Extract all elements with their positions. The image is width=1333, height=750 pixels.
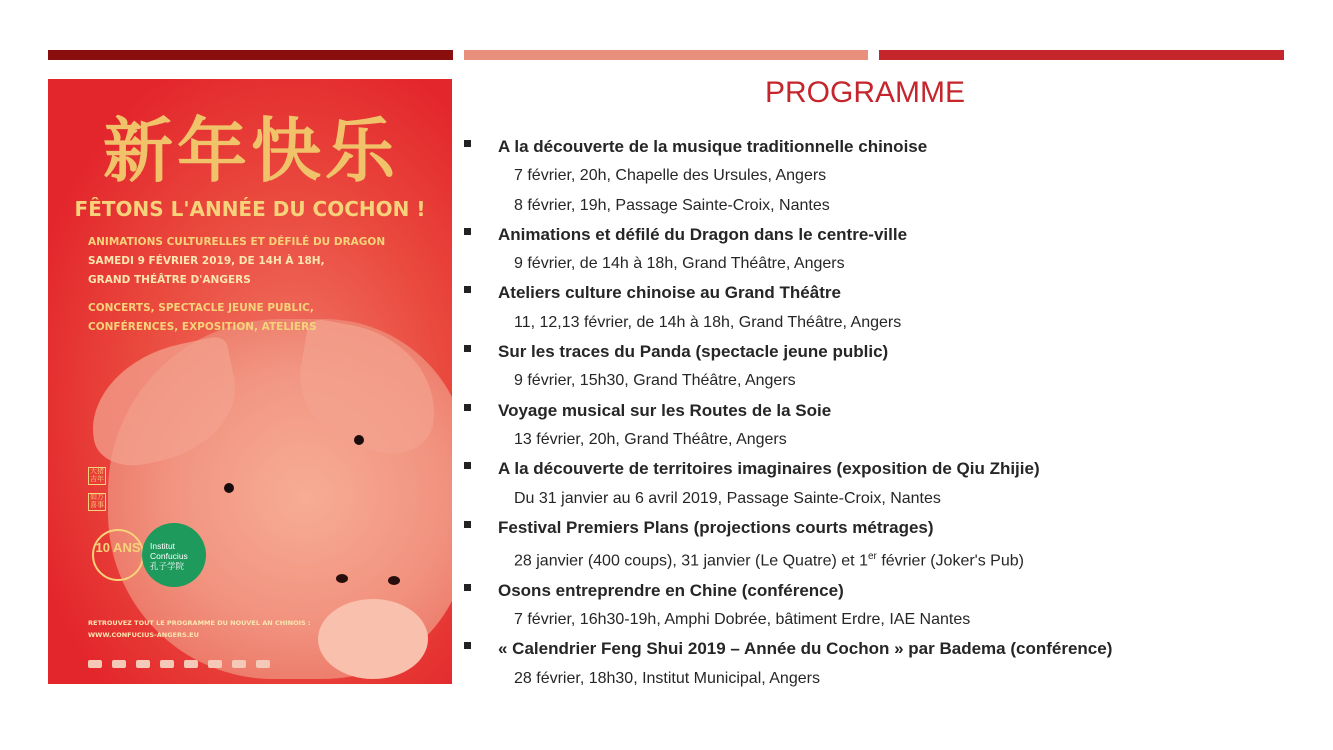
item-title: Festival Premiers Plans (projections courts métrages) <box>498 517 934 537</box>
poster-line: SAMEDI 9 FÉVRIER 2019, DE 14H À 18H, <box>88 255 325 267</box>
list-item <box>464 220 1304 279</box>
decor-bar-salmon <box>464 50 868 60</box>
pig-nostril <box>336 574 348 583</box>
item-title: Voyage musical sur les Routes de la Soie <box>498 400 832 420</box>
bullet-icon <box>464 521 471 528</box>
list-item <box>464 454 1304 513</box>
bullet-icon <box>464 345 471 352</box>
poster-footer-url: WWW.CONFUCIUS-ANGERS.EU <box>88 631 199 639</box>
bullet-icon <box>464 140 471 147</box>
list-item <box>464 278 1304 337</box>
bullet-icon <box>464 404 471 411</box>
item-title: A la découverte de la musique traditionnelle chinoise <box>498 137 928 156</box>
event-poster <box>48 79 452 684</box>
item-detail: 7 février, 16h30-19h, Amphi Dobrée, bâtiment Erdre, IAE Nantes <box>514 611 971 629</box>
institut-name: Institut Confucius <box>150 541 188 561</box>
poster-line: CONFÉRENCES, EXPOSITION, ATELIERS <box>88 321 317 333</box>
bullet-icon <box>464 286 471 293</box>
list-item <box>464 576 1304 635</box>
bullet-icon <box>464 642 471 649</box>
item-title: Osons entreprendre en Chine (conférence) <box>498 580 844 600</box>
programme-list <box>464 132 1304 693</box>
poster-line: ANIMATIONS CULTURELLES ET DÉFILÉ DU DRAGON <box>88 236 386 248</box>
item-title: « Calendrier Feng Shui 2019 – Année du Cochon » par Badema (conférence) <box>498 639 1113 659</box>
item-detail: Du 31 janvier au 6 avril 2019, Passage Sainte-Croix, Nantes <box>514 489 941 507</box>
item-title: Sur les traces du Panda (spectacle jeune public) <box>498 342 889 362</box>
poster-chinese-title: 新年快乐 <box>103 110 399 192</box>
item-detail: 13 février, 20h, Grand Théâtre, Angers <box>514 430 787 448</box>
decor-bar-red <box>879 50 1284 60</box>
pig-eye-right <box>354 435 364 445</box>
poster-footer-line: RETROUVEZ TOUT LE PROGRAMME DU NOUVEL AN CHINOIS : <box>88 619 311 627</box>
item-detail: 8 février, 19h, Passage Sainte-Croix, Nantes <box>514 196 830 214</box>
poster-footer <box>88 617 311 641</box>
list-item <box>464 396 1304 455</box>
list-item <box>464 132 1304 220</box>
institut-confucius-logo <box>142 523 206 587</box>
item-detail: 7 février, 20h, Chapelle des Ursules, Angers <box>514 167 827 185</box>
page-title: PROGRAMME <box>764 76 965 109</box>
item-title: Animations et défilé du Dragon dans le centre-ville <box>498 224 908 244</box>
poster-headline: FÊTONS L'ANNÉE DU COCHON ! <box>74 197 426 221</box>
list-item <box>464 337 1304 396</box>
item-detail: 9 février, de 14h à 18h, Grand Théâtre, Angers <box>514 255 845 273</box>
poster-seal: 如万喜事 <box>90 494 104 509</box>
poster-line: GRAND THÉÂTRE D'ANGERS <box>88 274 251 286</box>
item-detail: 28 février, 18h30, Institut Municipal, Angers <box>514 669 820 687</box>
item-title: A la découverte de territoires imaginaires (exposition de Qiu Zhijie) <box>498 459 1040 479</box>
partner-logos <box>88 655 318 667</box>
anniversary-badge: 10 ANS <box>92 529 144 581</box>
poster-seal: 大猪吉年 <box>90 468 104 483</box>
pig-nostril <box>388 576 400 585</box>
item-detail: 9 février, 15h30, Grand Théâtre, Angers <box>514 372 796 390</box>
institut-name-cn: 孔子学院 <box>150 561 185 571</box>
bullet-icon <box>464 584 471 591</box>
list-item <box>464 634 1304 693</box>
item-detail: 28 janvier (400 coups), 31 janvier (Le Quatre) et 1er février (Joker's Pub) <box>514 551 1024 570</box>
bullet-icon <box>464 228 471 235</box>
item-title: Ateliers culture chinoise au Grand Théâtre <box>498 283 841 303</box>
bullet-icon <box>464 462 471 469</box>
poster-line: CONCERTS, SPECTACLE JEUNE PUBLIC, <box>88 302 314 314</box>
pig-snout <box>318 599 428 679</box>
pig-eye-left <box>224 483 234 493</box>
item-detail: 11, 12,13 février, de 14h à 18h, Grand Théâtre, Angers <box>514 313 902 331</box>
list-item <box>464 513 1304 576</box>
decor-bar-dark-red <box>48 50 453 60</box>
